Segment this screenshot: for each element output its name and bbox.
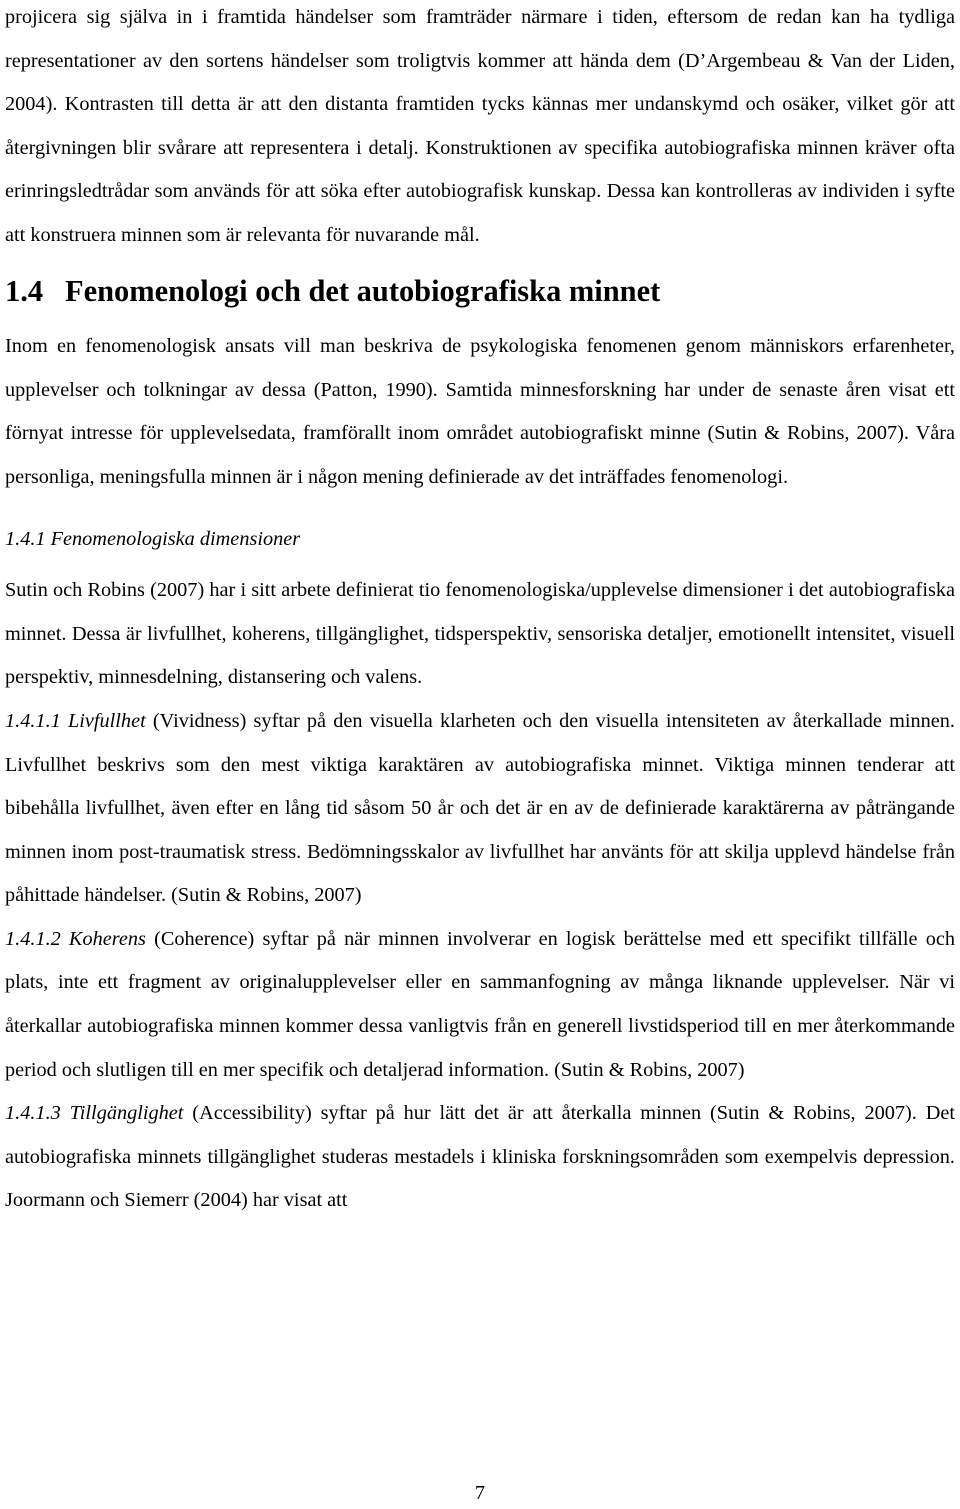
dimensioner-paragraph: Sutin och Robins (2007) har i sitt arbete definierat tio fenomenologiska/upplevelse dimensioner i det autobiografiska minnet. Dessa är livfullhet, koherens, tillgänglighet, tidsperspektiv, sensoriska detaljer, emotionellt intensitet, visuell perspektiv, minnesdelning, distansering och valens. bbox=[5, 579, 955, 689]
page-number: 7 bbox=[474, 1482, 486, 1504]
tillganglighet-heading: 1.4.1.3 Tillgänglighet bbox=[5, 1102, 184, 1125]
intro-paragraph: projicera sig själva in i framtida händelser som framträder närmare i tiden, eftersom de redan kan ha tydliga representationer av den sortens händelser som troligtvis kommer att hända dem (D’Argembeau & Van der Liden, 2004). Kontrasten till detta är att den distanta framtiden tycks kännas mer undanskymd och osäker, vilket gör att återgivningen blir svårare att representera i detalj. Konstruktionen av specifika autobiografiska minnen kräver ofta erinringsledtrådar som används för att söka efter autobiografisk kunskap. Dessa kan kontrolleras av individen i syfte att konstruera minnen som är relevanta för nuvarande mål. bbox=[5, 6, 955, 246]
koherens-text: (Coherence) syftar på när minnen involverar en logisk berättelse med ett specifikt tillfälle och plats, inte ett fragment av originalupplevelser eller en sammanfogning av många liknande upplevelser. När vi återkallar autobiografiska minnen kommer dessa vanligtvis från en generell livstidsperiod till en mer återkommande period och slutligen till en mer specifik och detaljerad information. (Sutin & Robins, 2007) bbox=[5, 927, 955, 1081]
subsection-heading-1-4-1: 1.4.1 Fenomenologiska dimensioner bbox=[5, 527, 301, 550]
koherens-paragraph bbox=[5, 918, 955, 1092]
section-title: Fenomenologi och det autobiografiska minnet bbox=[65, 273, 661, 308]
fenomenologi-paragraph: Inom en fenomenologisk ansats vill man beskriva de psykologiska fenomenen genom människors erfarenheter, upplevelser och tolkningar av dessa (Patton, 1990). Samtida minnesforskning har under de senaste åren visat ett förnyat intresse för upplevelsedata, framförallt inom området autobiografiskt minne (Sutin & Robins, 2007). Våra personliga, meningsfulla minnen är i någon mening definierade av det inträffades fenomenologi. bbox=[5, 335, 955, 488]
document-page bbox=[5, 0, 955, 1509]
tillganglighet-paragraph bbox=[5, 1092, 955, 1223]
section-number: 1.4 bbox=[5, 273, 44, 308]
livfullhet-paragraph bbox=[5, 700, 955, 918]
koherens-heading: 1.4.1.2 Koherens bbox=[5, 927, 146, 950]
livfullhet-heading: 1.4.1.1 Livfullhet bbox=[5, 709, 146, 732]
section-heading-1-4 bbox=[5, 270, 955, 314]
livfullhet-text: (Vividness) syftar på den visuella klarheten och den visuella intensiteten av återkallade minnen. Livfullhet beskrivs som den mest viktiga karaktären av autobiografiska minnet. Viktiga minnen tenderar att bibehålla livfullhet, även efter en lång tid såsom 50 år och det är en av de definierade karaktärerna av påträngande minnen inom post-traumatisk stress. Bedömningsskalor av livfullhet har använts för att skilja upplevd händelse från påhittade händelser. (Sutin & Robins, 2007) bbox=[5, 709, 955, 907]
tillganglighet-text: (Accessibility) syftar på hur lätt det är att återkalla minnen (Sutin & Robins, 2007). Det autobiografiska minnets tillgänglighet studeras mestadels i kliniska forskningsområden som exempelvis depression. Joormann och Siemerr (2004) har visat att bbox=[5, 1102, 955, 1212]
